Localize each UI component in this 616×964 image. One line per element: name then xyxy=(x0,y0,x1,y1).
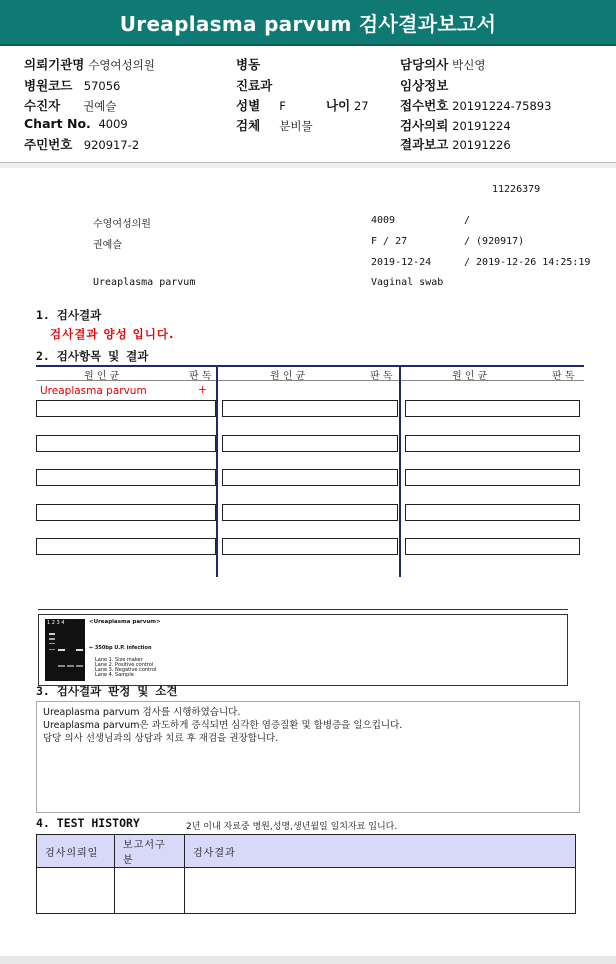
header-field: 성별 F xyxy=(236,98,286,113)
interpretation-box xyxy=(36,701,580,813)
result-cell xyxy=(222,435,398,452)
header-field: 병원코드 57056 xyxy=(24,78,121,93)
result-cell xyxy=(405,504,580,521)
header-field: 나이 27 xyxy=(326,98,369,113)
gel-band-label: ← 350bp U.P. infection xyxy=(89,645,152,651)
header-field: Chart No. 4009 xyxy=(24,116,128,131)
col-header-result: 판 독 xyxy=(552,371,575,382)
result-cell xyxy=(405,435,580,452)
header-field: 수진자 권예슬 xyxy=(24,98,117,113)
table-cell xyxy=(37,868,115,914)
col-test-result: 검사결과 xyxy=(185,835,576,868)
result-cell xyxy=(222,469,398,486)
col-header-result: 판 독 xyxy=(370,371,393,382)
gel-title: <Ureaplasma parvum> xyxy=(89,619,161,625)
header-field: 임상정보 xyxy=(400,78,449,93)
col-request-date: 검사의뢰일 xyxy=(37,835,115,868)
report-title: Ureaplasma parvum 검사결과보고서 xyxy=(119,11,497,36)
header-field: 검체 분비물 xyxy=(236,118,313,133)
section4-heading: 4. TEST HISTORY xyxy=(36,816,140,830)
result-cell xyxy=(405,400,580,417)
gel-legend-2: Lane 2. Positive control xyxy=(95,662,154,668)
section1-heading: 1. 검사결과 xyxy=(36,308,102,322)
result-cell xyxy=(36,504,216,521)
request-date: 2019-12-24 xyxy=(371,257,432,268)
sex-age: F / 27 xyxy=(371,236,408,247)
history-note: 2년 이내 자료중 병원,성명,생년월일 일치자료 입니다. xyxy=(186,822,398,832)
report-id: 11226379 xyxy=(492,184,541,195)
interpretation-line: 담당 의사 선생님과의 상담과 치료 후 재검을 권장합니다. xyxy=(43,733,279,744)
gel-legend-1: Lane 1. Size maker xyxy=(95,657,143,663)
birth-date: / (920917) xyxy=(464,236,525,247)
result-cell xyxy=(405,538,580,555)
test-history-table xyxy=(36,834,576,914)
col-report-type: 보고서구분 xyxy=(115,835,185,868)
column-divider xyxy=(399,365,401,577)
interpretation-line: Ureaplasma parvum 검사를 시행하였습니다. xyxy=(43,707,241,718)
page-bottom-gap xyxy=(0,956,616,964)
result-summary: 검사결과 양성 입니다. xyxy=(50,327,175,341)
header-field: 진료과 xyxy=(236,78,273,93)
result-cell xyxy=(222,538,398,555)
col-header-result: 판 독 xyxy=(189,371,212,382)
result-cell xyxy=(36,538,216,555)
col-header-organism: 원 인 균 xyxy=(84,371,120,382)
test-name: Ureaplasma parvum xyxy=(93,277,196,288)
header-field: 접수번호 20191224-75893 xyxy=(400,98,552,113)
header-field: 의뢰기관명 수영여성의원 xyxy=(24,57,155,72)
result-cell xyxy=(36,435,216,452)
image-top-rule xyxy=(38,609,568,610)
gel-legend-4: Lane 4. Sample xyxy=(95,672,134,678)
column-divider xyxy=(216,365,218,577)
report-title-bar xyxy=(0,0,616,46)
header-field: 담당의사 박신영 xyxy=(400,57,486,72)
result-cell xyxy=(222,504,398,521)
table-row xyxy=(37,868,576,914)
chart-separator: / xyxy=(464,215,471,226)
section2-heading: 2. 검사항목 및 결과 xyxy=(36,349,149,363)
result-cell xyxy=(36,400,216,417)
header-field: 병동 xyxy=(236,57,261,72)
report-date: / 2019-12-26 14:25:19 xyxy=(464,257,591,268)
table-cell xyxy=(115,868,185,914)
gel-lane-numbers: 1 2 3 4 xyxy=(47,620,65,626)
col-header-organism: 원 인 균 xyxy=(270,371,306,382)
report-page xyxy=(0,168,616,956)
chart-no: 4009 xyxy=(371,215,396,226)
result-cell xyxy=(405,469,580,486)
header-field: 결과보고 20191226 xyxy=(400,137,511,152)
gel-electrophoresis-image xyxy=(45,619,85,681)
specimen-type: Vaginal swab xyxy=(371,277,444,288)
gel-image-panel xyxy=(38,614,568,686)
header-info xyxy=(0,46,616,163)
organism-result: + xyxy=(198,384,207,396)
organism-item: Ureaplasma parvum xyxy=(40,385,147,397)
header-field: 주민번호 920917-2 xyxy=(24,137,140,152)
result-cell xyxy=(36,469,216,486)
interpretation-line: Ureaplasma parvum은 과도하게 증식되면 심각한 염증질환 및 합병증을 일으킵니다. xyxy=(43,720,403,731)
section3-heading: 3. 검사결과 판정 및 소견 xyxy=(36,684,178,698)
table-cell xyxy=(185,868,576,914)
header-field: 검사의뢰 20191224 xyxy=(400,118,511,133)
result-cell xyxy=(222,400,398,417)
gel-legend-3: Lane 3. Negative control xyxy=(95,667,157,673)
col-header-organism: 원 인 균 xyxy=(452,371,488,382)
patient-name: 권예슬 xyxy=(93,240,122,251)
table-header-row xyxy=(37,835,576,868)
clinic-name: 수영여성의원 xyxy=(93,219,151,230)
